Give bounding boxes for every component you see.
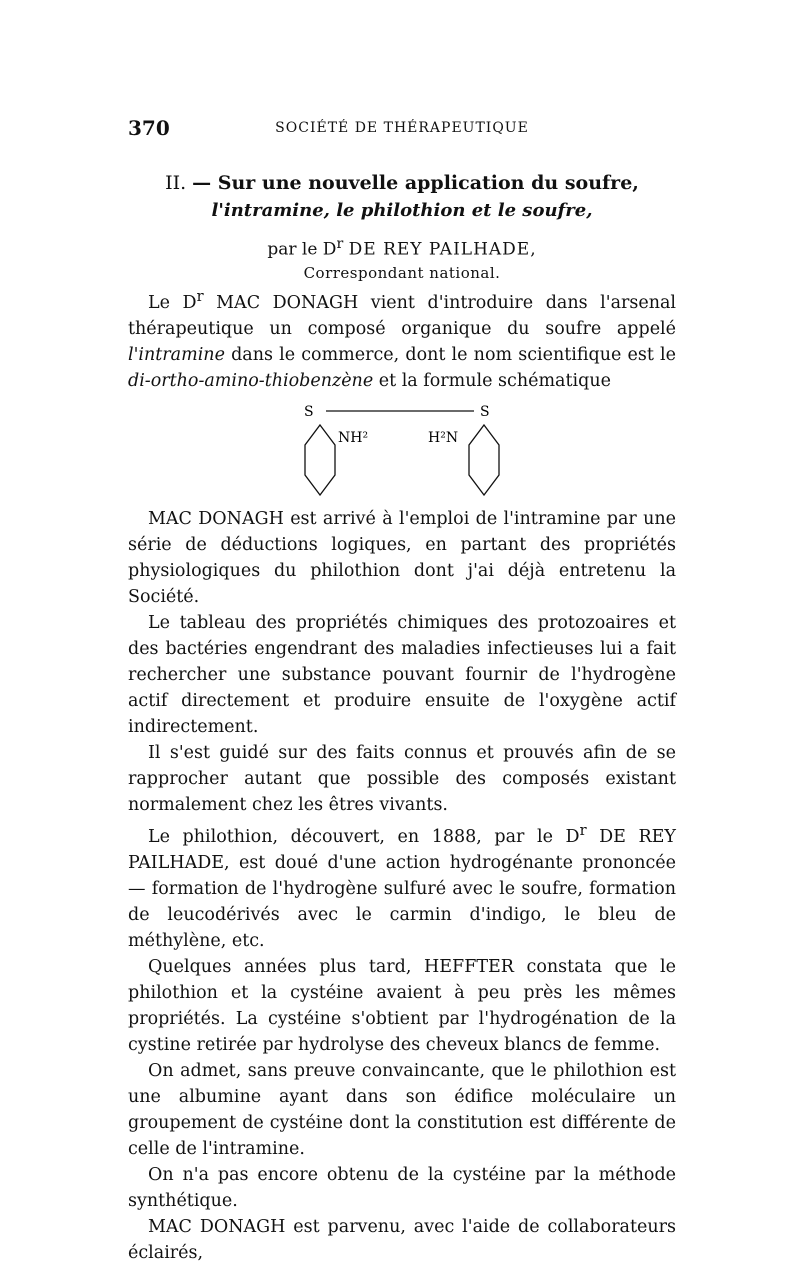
- person-name: DE REY PAILHADE: [128, 826, 676, 873]
- term-intramine: l'intramine: [128, 344, 225, 365]
- paragraph-8: On n'a pas encore obtenu de la cystéine par la méthode synthétique.: [128, 1164, 676, 1211]
- article-title-line1: II. — Sur une nouvelle application du soufre,: [165, 172, 639, 194]
- author-name: DE REY PAILHADE,: [348, 239, 537, 260]
- article-title-line2: l'intramine, le philothion et le soufre,: [211, 200, 593, 221]
- paragraph-4: Il s'est guidé sur des faits connus et prouvés afin de se rapprocher autant que possible des composés existant normalement chez les êtres vivants.: [128, 743, 676, 815]
- running-head: SOCIÉTÉ DE THÉRAPEUTIQUE: [275, 120, 529, 136]
- paragraph-9: MAC DONAGH est parvenu, avec l'aide de collaborateurs éclairés,: [128, 1216, 676, 1263]
- paragraph-intro: Le $D^r$ MAC DONAGH vient d'introduire dans l'arsenal thérapeutique un composé organique du soufre appelé l'intramine dans le commerce, dont le nom scientifique est le di-ortho-amino-thiobenzène et la formule schématique: [128, 288, 677, 391]
- formula-nh2: NH²: [338, 430, 369, 446]
- person-name: MAC DONAGH: [203, 292, 359, 313]
- paragraph-5: Le philothion, découvert, en 1888, par le $D^r$ DE REY PAILHADE, est doué d'une action hydrogénante prononcée — formation de l'hydrogène sulfuré avec le soufre, formation de leucodérivés avec le carmin d'indigo, le bleu de méthylène, etc.: [128, 822, 676, 951]
- benzene-ring-right: [469, 425, 499, 495]
- page-number: 370: [128, 116, 170, 140]
- paragraph-7: On admet, sans preuve convaincante, que le philothion est une albumine ayant dans son édifice moléculaire un groupement de cystéine dont la constitution est différente de celle de l'intramine.: [128, 1060, 676, 1159]
- formula-h2n: H²N: [428, 430, 459, 446]
- formula-diagram: [300, 400, 510, 496]
- paragraph-3: Le tableau des propriétés chimiques des protozoaires et des bactéries engendrant des maladies infectieuses lui a fait rechercher une substance pouvant fournir de l'hydrogène actif directement et produire ensuite de l'oxygène actif indirectement.: [128, 613, 676, 737]
- term-chemical-name: di-ortho-amino-thiobenzène: [128, 370, 374, 391]
- page-header: [128, 116, 676, 142]
- section-numeral: II.: [165, 172, 187, 194]
- person-name: HEFFTER: [424, 956, 514, 977]
- article-title-block: [128, 170, 676, 284]
- author-affiliation: Correspondant national.: [303, 263, 501, 282]
- benzene-ring-left: [305, 425, 335, 495]
- paragraph-6: Quelques années plus tard, HEFFTER constata que le philothion et la cystéine avaient à peu près les mêmes propriétés. La cystéine s'obtient par l'hydrogénation de la cystine retirée par hydrolyse des cheveux blancs de femme.: [128, 956, 677, 1055]
- person-name: MAC DONAGH: [148, 1216, 286, 1237]
- main-text: [128, 506, 676, 1266]
- person-name: MAC DONAGH: [148, 509, 284, 529]
- formula-s-right: S: [480, 404, 490, 420]
- author-line: par le $D^r$ DE REY PAILHADE,: [267, 236, 537, 260]
- chemical-formula: [300, 400, 510, 496]
- formula-s-left: S: [304, 404, 314, 420]
- intro-paragraph-block: [128, 284, 676, 394]
- paragraph-2: MAC DONAGH est arrivé à l'emploi de l'intramine par une série de déductions logiques, en partant des propriétés physiologiques du philothion dont j'ai déjà entretenu la Société.: [128, 509, 677, 607]
